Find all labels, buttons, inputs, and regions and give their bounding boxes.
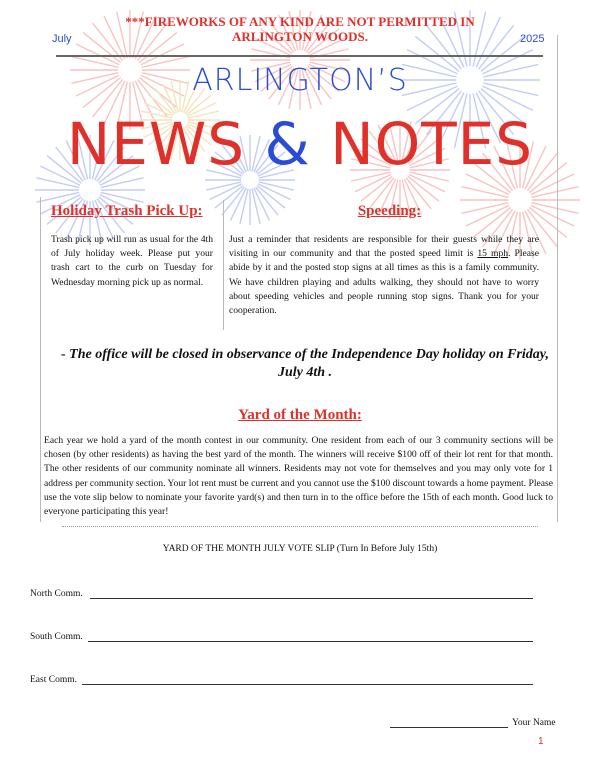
header-year: 2025 [520, 33, 545, 45]
east-comm-blank[interactable] [82, 684, 533, 685]
firework-spark [36, 192, 79, 202]
office-closure-notice: - The office will be closed in observance of the Independence Day holiday on Friday, July 4th . [61, 347, 549, 380]
masthead-ampersand: & [264, 110, 311, 178]
speeding-title: Speeding: [357, 203, 422, 219]
speed-limit: 15 mph [477, 248, 509, 260]
north-comm-blank[interactable] [90, 598, 533, 599]
trash-body: Trash pick up will run as usual for the 4th of July holiday week. Please put your trash cart to the curb on Tuesday for Wednesday morning pick up as normal. [51, 234, 213, 288]
masthead-notes: NOTES [330, 110, 534, 178]
your-name-blank[interactable] [390, 727, 508, 728]
speeding-text-a: Just a reminder that residents are responsible for their guests while they are visiting in our community and that the posted speed limit is [229, 234, 539, 260]
cut-line [62, 526, 538, 527]
header-rule [56, 55, 543, 57]
firework-spark [101, 178, 144, 188]
column-divider [223, 200, 224, 330]
page-number: 1 [538, 736, 544, 747]
trash-title: Holiday Trash Pick Up: [51, 203, 203, 219]
firework-spark [462, 187, 509, 198]
your-name-label: Your Name [512, 718, 556, 728]
fireworks-warning: ***FIREWORKS OF ANY KIND ARE NOT PERMITTED IN ARLINGTON WOODS. [125, 14, 475, 44]
right-border-line [557, 35, 558, 522]
header-month: July [52, 33, 72, 45]
masthead-arlingtons: ARLINGTON’S [192, 63, 408, 98]
vote-slip-title: YARD OF THE MONTH JULY VOTE SLIP (Turn In Before July 15th) [162, 544, 438, 554]
south-comm-blank[interactable] [88, 641, 533, 642]
south-comm-label: South Comm. [30, 632, 83, 642]
north-comm-label: North Comm. [30, 589, 83, 599]
yard-title: Yard of the Month: [238, 407, 362, 423]
firework-spark [532, 187, 579, 198]
speeding-text-b: . Please abide by it and the posted stop signs at all times as this is a family community. We have children playing and adults walking, they should not have to worry about speeding vehicles and people running stop signs. Thank you for your cooperation. [229, 248, 539, 317]
firework-spark [101, 192, 144, 202]
firework-spark [36, 178, 79, 188]
yard-body: Each year we hold a yard of the month contest in our community. One resident from each of our 3 community sections will be chosen (by other residents) as having the best yard of the month. The winners will receive $100 off of their lot rent for that month. The other residents of our community nominate all winners. Residents may not vote for themselves and you may only vote for 1 address per community section. Your lot rent must be current and you cannot use the $100 discount towards a home payment. Please use the vote slip below to nominate your favorite yard(s) and then turn in to the office before the 15th of each month. Good luck to everyone participating this year! [44, 435, 553, 518]
masthead-news: NEWS [66, 110, 246, 178]
east-comm-label: East Comm. [30, 675, 77, 685]
masthead-news-and-notes [0, 110, 600, 178]
speeding-body [229, 233, 539, 318]
left-border-line [40, 197, 41, 522]
